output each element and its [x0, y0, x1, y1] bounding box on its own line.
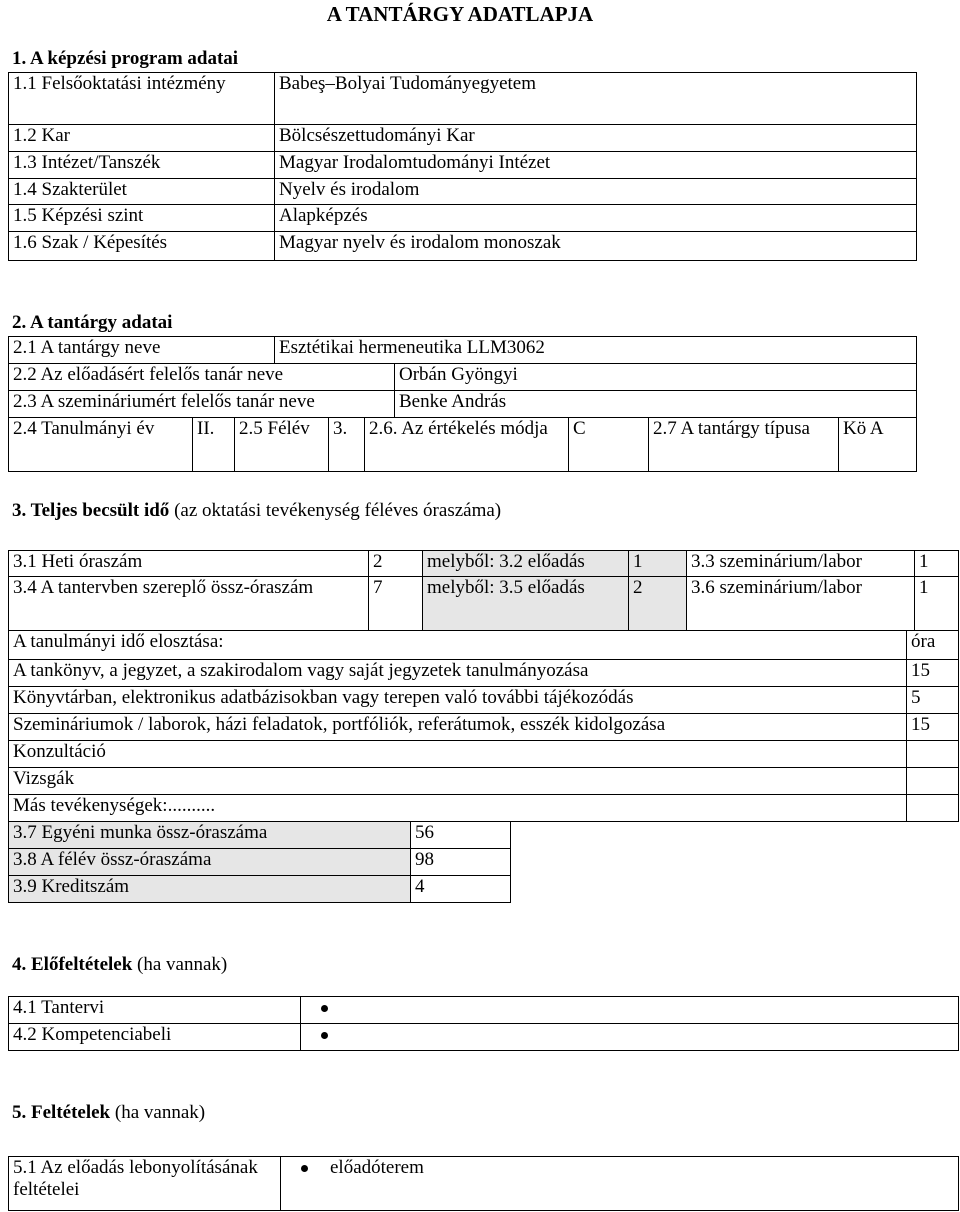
table-row	[9, 418, 917, 472]
section-1-heading: 1. A képzési program adatai	[12, 48, 239, 69]
row-value: Bölcsészettudományi Kar	[275, 125, 917, 152]
activity-hours	[907, 795, 959, 822]
evaluation-value: C	[569, 418, 649, 472]
teachers-table	[8, 363, 917, 418]
table-row	[9, 364, 917, 391]
weekly-seminar-label: 3.3 szeminárium/labor	[687, 551, 915, 577]
table-row	[9, 73, 917, 125]
page-title: A TANTÁRGY ADATLAPJA	[326, 2, 594, 26]
weekly-hours-label: 3.1 Heti óraszám	[9, 551, 369, 577]
table-row	[9, 768, 959, 795]
section-4-heading: 4. Előfeltételek (ha vannak)	[12, 954, 228, 975]
activity-label: Más tevékenységek:..........	[9, 795, 907, 822]
prerequisite-value	[301, 1024, 959, 1051]
bullet-icon	[321, 1005, 328, 1012]
table-row	[9, 205, 917, 232]
table-row	[9, 795, 959, 822]
activity-label: A tankönyv, a jegyzet, a szakirodalom vagy saját jegyzetek tanulmányozása	[9, 660, 907, 687]
table-row	[9, 822, 511, 849]
table-row	[9, 714, 959, 741]
year-value: II.	[193, 418, 235, 472]
row-label: 1.4 Szakterület	[9, 179, 275, 205]
row-value: Magyar nyelv és irodalom monoszak	[275, 232, 917, 261]
activity-hours: 15	[907, 660, 959, 687]
weekly-seminar-hours: 1	[915, 551, 959, 577]
table-row	[9, 1157, 959, 1211]
prerequisites-table	[8, 996, 959, 1051]
total-label: 3.8 A félév össz-óraszáma	[9, 849, 411, 876]
table-row	[9, 337, 917, 364]
row-label: 1.2 Kar	[9, 125, 275, 152]
table-row	[9, 687, 959, 714]
table-row	[9, 631, 959, 660]
prerequisite-value	[301, 997, 959, 1024]
course-meta-table	[8, 417, 917, 472]
row-label: 1.6 Szak / Képesítés	[9, 232, 275, 261]
row-label: 1.1 Felsőoktatási intézmény	[9, 73, 275, 125]
semester-label: 2.5 Félév	[235, 418, 329, 472]
total-value: 4	[411, 876, 511, 903]
condition-label: 5.1 Az előadás lebonyolításának feltételei	[9, 1157, 281, 1211]
section-2-heading: 2. A tantárgy adatai	[12, 312, 173, 333]
hours-table	[8, 550, 959, 631]
table-row	[9, 876, 511, 903]
activity-label: Vizsgák	[9, 768, 907, 795]
evaluation-label: 2.6. Az értékelés módja	[365, 418, 569, 472]
total-value: 56	[411, 822, 511, 849]
course-name-label: 2.1 A tantárgy neve	[9, 337, 275, 364]
table-row	[9, 849, 511, 876]
row-value: Magyar Irodalomtudományi Intézet	[275, 152, 917, 179]
distribution-label: A tanulmányi idő elosztása:	[9, 631, 907, 660]
table-row	[9, 391, 917, 418]
seminar-teacher-value: Benke András	[395, 391, 917, 418]
table-row	[9, 125, 917, 152]
curriculum-seminar-label: 3.6 szeminárium/labor	[687, 577, 915, 631]
row-value: Babeş–Bolyai Tudományegyetem	[275, 73, 917, 125]
row-label: 1.3 Intézet/Tanszék	[9, 152, 275, 179]
section-1-table	[8, 72, 917, 261]
table-row	[9, 741, 959, 768]
table-row	[9, 660, 959, 687]
weekly-lecture-label: melyből: 3.2 előadás	[423, 551, 629, 577]
total-value: 98	[411, 849, 511, 876]
course-type-value: Kö A	[839, 418, 917, 472]
bullet-icon	[301, 1165, 308, 1172]
course-name-table	[8, 336, 917, 364]
condition-value: előadóterem	[281, 1157, 959, 1211]
course-type-label: 2.7 A tantárgy típusa	[649, 418, 839, 472]
table-row	[9, 232, 917, 261]
activity-label: Könyvtárban, elektronikus adatbázisokban vagy terepen való további tájékozódás	[9, 687, 907, 714]
time-distribution-table	[8, 630, 959, 822]
table-row	[9, 152, 917, 179]
total-label: 3.9 Kreditszám	[9, 876, 411, 903]
bullet-icon	[321, 1032, 328, 1039]
activity-hours: 5	[907, 687, 959, 714]
course-name-value: Esztétikai hermeneutika LLM3062	[275, 337, 917, 364]
total-label: 3.7 Egyéni munka össz-óraszáma	[9, 822, 411, 849]
table-row	[9, 997, 959, 1024]
totals-table	[8, 821, 511, 903]
row-label: 1.5 Képzési szint	[9, 205, 275, 232]
section-5-heading: 5. Feltételek (ha vannak)	[12, 1102, 206, 1123]
prerequisite-label: 4.1 Tantervi	[9, 997, 301, 1024]
lecturer-value: Orbán Gyöngyi	[395, 364, 917, 391]
table-row	[9, 1024, 959, 1051]
table-row	[9, 551, 959, 577]
curriculum-seminar-hours: 1	[915, 577, 959, 631]
weekly-hours-total: 2	[369, 551, 423, 577]
curriculum-lecture-hours: 2	[629, 577, 687, 631]
year-label: 2.4 Tanulmányi év	[9, 418, 193, 472]
row-value: Nyelv és irodalom	[275, 179, 917, 205]
table-row	[9, 179, 917, 205]
conditions-table	[8, 1156, 959, 1211]
activity-label: Szemináriumok / laborok, házi feladatok, portfóliók, referátumok, esszék kidolgozása	[9, 714, 907, 741]
weekly-lecture-hours: 1	[629, 551, 687, 577]
activity-hours: 15	[907, 714, 959, 741]
prerequisite-label: 4.2 Kompetenciabeli	[9, 1024, 301, 1051]
activity-label: Konzultáció	[9, 741, 907, 768]
activity-hours	[907, 768, 959, 795]
seminar-teacher-label: 2.3 A szemináriumért felelős tanár neve	[9, 391, 395, 418]
lecturer-label: 2.2 Az előadásért felelős tanár neve	[9, 364, 395, 391]
section-3-heading: 3. Teljes becsült idő (az oktatási tevékenység féléves óraszáma)	[12, 500, 502, 521]
curriculum-hours-total: 7	[369, 577, 423, 631]
semester-value: 3.	[329, 418, 365, 472]
row-value: Alapképzés	[275, 205, 917, 232]
distribution-unit: óra	[907, 631, 959, 660]
table-row	[9, 577, 959, 631]
curriculum-hours-label: 3.4 A tantervben szereplő össz-óraszám	[9, 577, 369, 631]
activity-hours	[907, 741, 959, 768]
curriculum-lecture-label: melyből: 3.5 előadás	[423, 577, 629, 631]
